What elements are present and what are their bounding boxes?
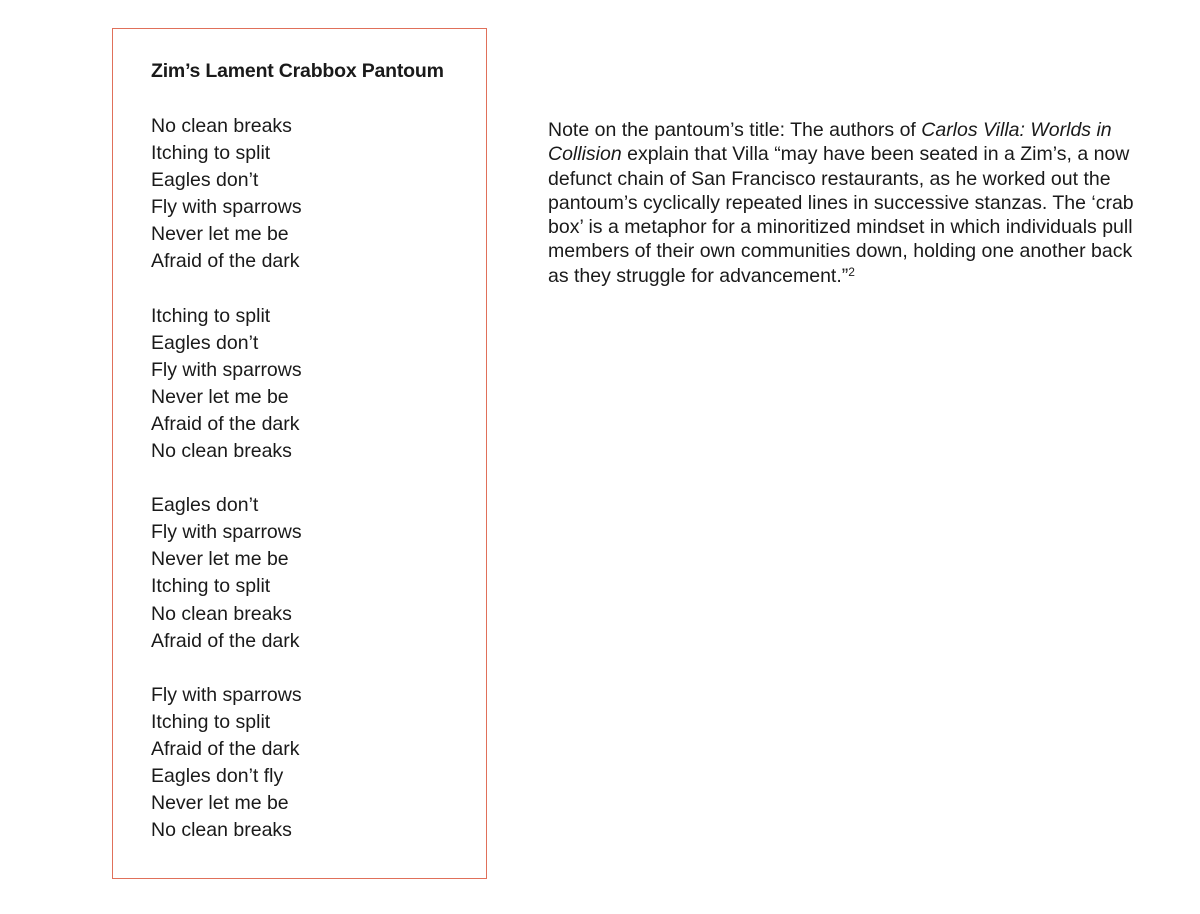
poem-line: Fly with sparrows <box>151 521 302 544</box>
poem-line: Fly with sparrows <box>151 683 302 706</box>
poem-line: No clean breaks <box>151 602 292 625</box>
stanza-4 <box>151 682 302 845</box>
poem-line: No clean breaks <box>151 440 292 463</box>
poem-line: Fly with sparrows <box>151 358 302 381</box>
poem-line: Never let me be <box>151 548 289 571</box>
poem-line: Eagles don’t <box>151 331 259 354</box>
poem-line: Afraid of the dark <box>151 629 300 652</box>
note-text-after: explain that Villa “may have been seated in a Zim’s, a now defunct chain of San Francisco restaurants, as he worked out the pantoum’s cyclically repeated lines in successive stanzas. The ‘crab box’ is a metaphor for a minoritized mindset in which individuals pull members of their own communities down, holding one another back as they struggle for advancement.” <box>548 143 1134 287</box>
poem-line: Afraid of the dark <box>151 737 300 760</box>
book-title: Carlos Villa: Worlds in Collision <box>548 119 1112 166</box>
poem-line: Itching to split <box>151 304 271 327</box>
poem-line: Itching to split <box>151 575 271 598</box>
poem-box <box>112 28 487 879</box>
poem-line: Eagles don’t fly <box>151 764 284 787</box>
stanza-2 <box>151 303 302 466</box>
poem-line: Afraid of the dark <box>151 250 300 273</box>
note-text-before: Note on the pantoum’s title: The authors of <box>548 119 922 141</box>
poem-line: Fly with sparrows <box>151 196 302 219</box>
poem-stanzas <box>151 113 302 871</box>
poem-line: Never let me be <box>151 223 289 246</box>
poem-line: Afraid of the dark <box>151 412 300 435</box>
poem-title: Zim’s Lament Crabbox Pantoum <box>151 60 444 82</box>
title-note <box>548 118 1148 288</box>
stanza-3 <box>151 492 302 655</box>
poem-line: Itching to split <box>151 142 271 165</box>
poem-line: Never let me be <box>151 385 289 408</box>
poem-line: No clean breaks <box>151 115 292 137</box>
poem-line: Itching to split <box>151 710 271 733</box>
poem-line: Eagles don’t <box>151 169 259 192</box>
poem-line: Never let me be <box>151 792 289 815</box>
footnote-reference: 2 <box>848 264 855 279</box>
poem-line: No clean breaks <box>151 819 292 842</box>
stanza-1 <box>151 113 302 276</box>
poem-line: Eagles don’t <box>151 494 259 517</box>
